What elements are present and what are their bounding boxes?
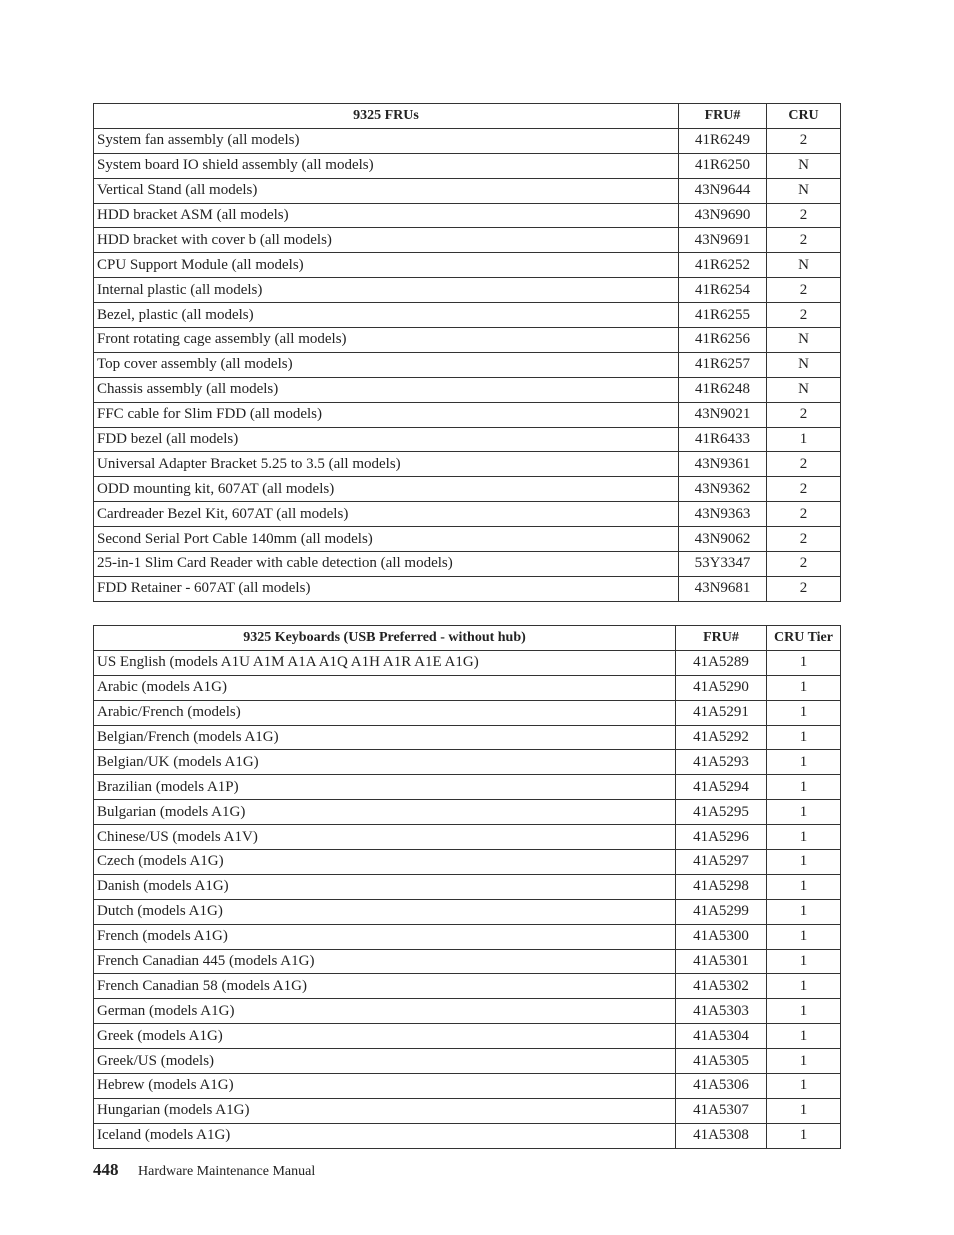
fru-number: 41A5302 bbox=[676, 974, 767, 999]
fru-number: 41A5305 bbox=[676, 1049, 767, 1074]
cru-value: N bbox=[767, 352, 841, 377]
cru-value: 1 bbox=[767, 825, 841, 850]
column-header-description: 9325 FRUs bbox=[94, 104, 679, 129]
table-row bbox=[94, 899, 841, 924]
fru-number: 41A5304 bbox=[676, 1024, 767, 1049]
fru-number: 43N9681 bbox=[679, 576, 767, 601]
cru-value: 2 bbox=[767, 303, 841, 328]
table-row bbox=[94, 303, 841, 328]
cru-value: 1 bbox=[767, 750, 841, 775]
part-description: Brazilian (models A1P) bbox=[94, 775, 676, 800]
table-row bbox=[94, 700, 841, 725]
table-row bbox=[94, 800, 841, 825]
fru-number: 43N9062 bbox=[679, 527, 767, 552]
part-description: Vertical Stand (all models) bbox=[94, 178, 679, 203]
fru-number: 53Y3347 bbox=[679, 552, 767, 577]
column-header-cru: CRU bbox=[767, 104, 841, 129]
fru-number: 41R6250 bbox=[679, 153, 767, 178]
part-description: Czech (models A1G) bbox=[94, 850, 676, 875]
part-description: Arabic/French (models) bbox=[94, 700, 676, 725]
fru-number: 41A5307 bbox=[676, 1098, 767, 1123]
fru-number: 43N9363 bbox=[679, 502, 767, 527]
part-description: Front rotating cage assembly (all models) bbox=[94, 328, 679, 353]
table-row bbox=[94, 253, 841, 278]
cru-value: N bbox=[767, 328, 841, 353]
part-description: Second Serial Port Cable 140mm (all models) bbox=[94, 527, 679, 552]
fru-number: 43N9361 bbox=[679, 452, 767, 477]
part-description: Arabic (models A1G) bbox=[94, 675, 676, 700]
cru-value: N bbox=[767, 153, 841, 178]
cru-value: 1 bbox=[767, 725, 841, 750]
page-number: 448 bbox=[93, 1160, 119, 1179]
fru-number: 41A5297 bbox=[676, 850, 767, 875]
column-header-description: 9325 Keyboards (USB Preferred - without hub) bbox=[94, 626, 676, 651]
table-row bbox=[94, 924, 841, 949]
part-description: Chassis assembly (all models) bbox=[94, 377, 679, 402]
table-row bbox=[94, 552, 841, 577]
fru-number: 41A5292 bbox=[676, 725, 767, 750]
manual-title: Hardware Maintenance Manual bbox=[138, 1164, 316, 1179]
part-description: Chinese/US (models A1V) bbox=[94, 825, 676, 850]
table-row bbox=[94, 949, 841, 974]
cru-value: 2 bbox=[767, 228, 841, 253]
table-row bbox=[94, 1123, 841, 1148]
part-description: CPU Support Module (all models) bbox=[94, 253, 679, 278]
cru-value: 1 bbox=[767, 1123, 841, 1148]
fru-number: 41R6256 bbox=[679, 328, 767, 353]
cru-value: 2 bbox=[767, 502, 841, 527]
cru-value: 1 bbox=[767, 899, 841, 924]
part-description: Universal Adapter Bracket 5.25 to 3.5 (all models) bbox=[94, 452, 679, 477]
part-description: French Canadian 58 (models A1G) bbox=[94, 974, 676, 999]
part-description: Hebrew (models A1G) bbox=[94, 1074, 676, 1099]
cru-value: 2 bbox=[767, 203, 841, 228]
fru-number: 41R6433 bbox=[679, 427, 767, 452]
cru-value: 2 bbox=[767, 452, 841, 477]
table-row bbox=[94, 999, 841, 1024]
fru-number: 41A5290 bbox=[676, 675, 767, 700]
part-description: Belgian/French (models A1G) bbox=[94, 725, 676, 750]
part-description: Internal plastic (all models) bbox=[94, 278, 679, 303]
cru-value: 1 bbox=[767, 974, 841, 999]
cru-value: 2 bbox=[767, 477, 841, 502]
part-description: Bezel, plastic (all models) bbox=[94, 303, 679, 328]
part-description: Hungarian (models A1G) bbox=[94, 1098, 676, 1123]
part-description: ODD mounting kit, 607AT (all models) bbox=[94, 477, 679, 502]
part-description: Cardreader Bezel Kit, 607AT (all models) bbox=[94, 502, 679, 527]
table-row bbox=[94, 1024, 841, 1049]
table-header-row bbox=[94, 626, 841, 651]
table-row bbox=[94, 675, 841, 700]
table-row bbox=[94, 352, 841, 377]
fru-number: 41A5289 bbox=[676, 650, 767, 675]
part-description: French Canadian 445 (models A1G) bbox=[94, 949, 676, 974]
fru-number: 41R6257 bbox=[679, 352, 767, 377]
table-row bbox=[94, 203, 841, 228]
table-row bbox=[94, 153, 841, 178]
page-footer bbox=[93, 1160, 315, 1180]
table-header-row bbox=[94, 104, 841, 129]
column-header-fru: FRU# bbox=[679, 104, 767, 129]
fru-number: 43N9021 bbox=[679, 402, 767, 427]
table-row bbox=[94, 427, 841, 452]
fru-number: 41A5301 bbox=[676, 949, 767, 974]
part-description: FFC cable for Slim FDD (all models) bbox=[94, 402, 679, 427]
table-row bbox=[94, 725, 841, 750]
fru-table-9325 bbox=[93, 103, 841, 602]
cru-value: 2 bbox=[767, 552, 841, 577]
table-row bbox=[94, 850, 841, 875]
part-description: Bulgarian (models A1G) bbox=[94, 800, 676, 825]
cru-value: 1 bbox=[767, 800, 841, 825]
table-row bbox=[94, 874, 841, 899]
fru-number: 41A5303 bbox=[676, 999, 767, 1024]
table-row bbox=[94, 650, 841, 675]
cru-value: N bbox=[767, 253, 841, 278]
fru-number: 41A5306 bbox=[676, 1074, 767, 1099]
part-description: German (models A1G) bbox=[94, 999, 676, 1024]
fru-number: 41A5298 bbox=[676, 874, 767, 899]
fru-number: 41R6255 bbox=[679, 303, 767, 328]
part-description: 25-in-1 Slim Card Reader with cable detection (all models) bbox=[94, 552, 679, 577]
part-description: HDD bracket with cover b (all models) bbox=[94, 228, 679, 253]
fru-number: 41R6252 bbox=[679, 253, 767, 278]
fru-number: 41A5296 bbox=[676, 825, 767, 850]
cru-value: 1 bbox=[767, 775, 841, 800]
fru-number: 41A5293 bbox=[676, 750, 767, 775]
fru-number: 41A5308 bbox=[676, 1123, 767, 1148]
cru-value: 1 bbox=[767, 924, 841, 949]
part-description: Greek (models A1G) bbox=[94, 1024, 676, 1049]
fru-number: 41A5294 bbox=[676, 775, 767, 800]
fru-number: 41A5300 bbox=[676, 924, 767, 949]
fru-number: 41A5291 bbox=[676, 700, 767, 725]
cru-value: 1 bbox=[767, 1074, 841, 1099]
part-description: French (models A1G) bbox=[94, 924, 676, 949]
fru-number: 41A5299 bbox=[676, 899, 767, 924]
part-description: Iceland (models A1G) bbox=[94, 1123, 676, 1148]
fru-number: 43N9362 bbox=[679, 477, 767, 502]
cru-value: 2 bbox=[767, 128, 841, 153]
cru-value: 1 bbox=[767, 650, 841, 675]
table-row bbox=[94, 750, 841, 775]
fru-number: 41R6254 bbox=[679, 278, 767, 303]
part-description: Danish (models A1G) bbox=[94, 874, 676, 899]
part-description: Belgian/UK (models A1G) bbox=[94, 750, 676, 775]
part-description: Greek/US (models) bbox=[94, 1049, 676, 1074]
part-description: Dutch (models A1G) bbox=[94, 899, 676, 924]
table-row bbox=[94, 1098, 841, 1123]
cru-value: 1 bbox=[767, 427, 841, 452]
table-row bbox=[94, 825, 841, 850]
table-row bbox=[94, 328, 841, 353]
table-row bbox=[94, 228, 841, 253]
table-row bbox=[94, 128, 841, 153]
part-description: HDD bracket ASM (all models) bbox=[94, 203, 679, 228]
table-row bbox=[94, 502, 841, 527]
cru-value: 1 bbox=[767, 1049, 841, 1074]
table-row bbox=[94, 477, 841, 502]
cru-value: 2 bbox=[767, 527, 841, 552]
part-description: FDD bezel (all models) bbox=[94, 427, 679, 452]
keyboard-table-9325 bbox=[93, 625, 841, 1149]
cru-value: 1 bbox=[767, 874, 841, 899]
table-row bbox=[94, 452, 841, 477]
fru-number: 41A5295 bbox=[676, 800, 767, 825]
cru-value: 1 bbox=[767, 1024, 841, 1049]
table-row bbox=[94, 402, 841, 427]
cru-value: N bbox=[767, 178, 841, 203]
table-row bbox=[94, 775, 841, 800]
table-row bbox=[94, 527, 841, 552]
part-description: US English (models A1U A1M A1A A1Q A1H A1R A1E A1G) bbox=[94, 650, 676, 675]
fru-number: 41R6248 bbox=[679, 377, 767, 402]
cru-value: 1 bbox=[767, 949, 841, 974]
fru-number: 43N9691 bbox=[679, 228, 767, 253]
cru-value: N bbox=[767, 377, 841, 402]
part-description: Top cover assembly (all models) bbox=[94, 352, 679, 377]
table-row bbox=[94, 278, 841, 303]
cru-value: 1 bbox=[767, 850, 841, 875]
table-row bbox=[94, 974, 841, 999]
cru-value: 1 bbox=[767, 1098, 841, 1123]
fru-number: 43N9690 bbox=[679, 203, 767, 228]
part-description: System board IO shield assembly (all models) bbox=[94, 153, 679, 178]
part-description: FDD Retainer - 607AT (all models) bbox=[94, 576, 679, 601]
fru-number: 41R6249 bbox=[679, 128, 767, 153]
table-row bbox=[94, 1074, 841, 1099]
fru-number: 43N9644 bbox=[679, 178, 767, 203]
table-row bbox=[94, 377, 841, 402]
table-row bbox=[94, 576, 841, 601]
table-row bbox=[94, 178, 841, 203]
cru-value: 1 bbox=[767, 675, 841, 700]
cru-value: 2 bbox=[767, 278, 841, 303]
part-description: System fan assembly (all models) bbox=[94, 128, 679, 153]
table-row bbox=[94, 1049, 841, 1074]
column-header-cru-tier: CRU Tier bbox=[767, 626, 841, 651]
cru-value: 1 bbox=[767, 700, 841, 725]
cru-value: 1 bbox=[767, 999, 841, 1024]
cru-value: 2 bbox=[767, 402, 841, 427]
cru-value: 2 bbox=[767, 576, 841, 601]
column-header-fru: FRU# bbox=[676, 626, 767, 651]
